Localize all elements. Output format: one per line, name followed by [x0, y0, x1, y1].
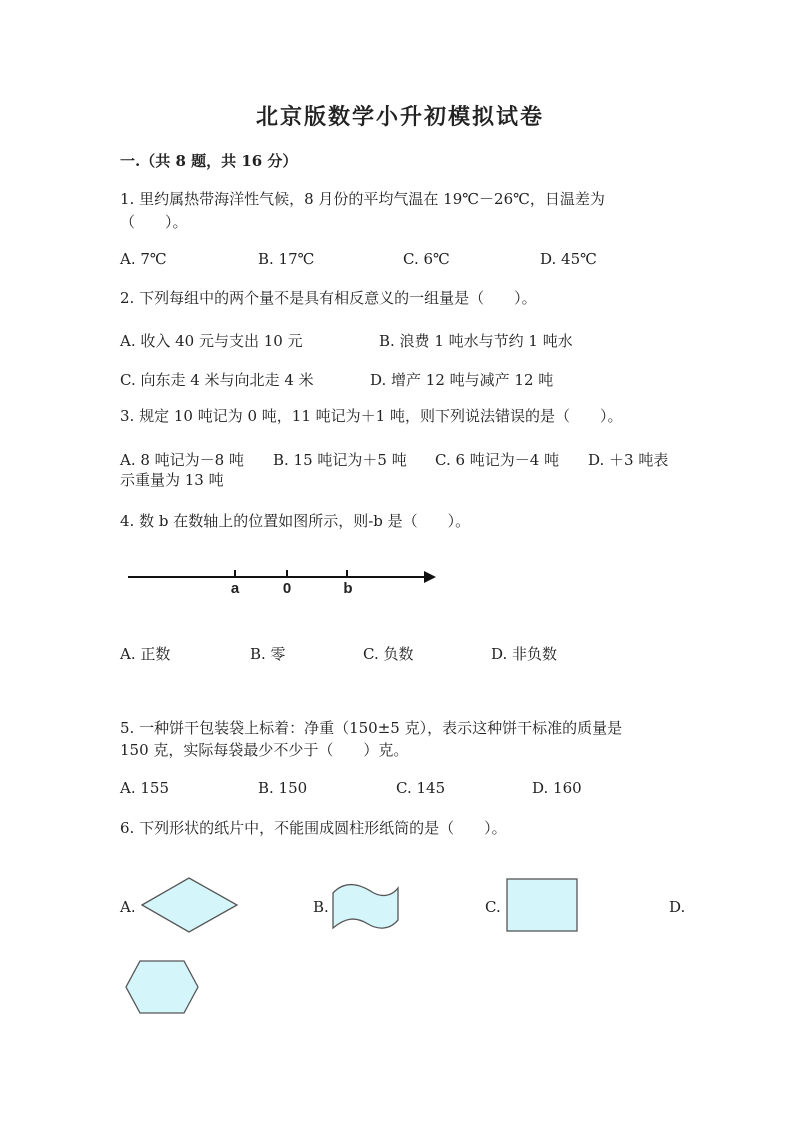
rectangle-icon — [507, 879, 577, 931]
question-4-stem: 4. 数 b 在数轴上的位置如图所示，则-b 是（ ）。 — [120, 512, 471, 530]
question-4-option-b[interactable]: B. 零 — [250, 645, 286, 663]
label-0: 0 — [282, 580, 292, 597]
question-2-option-d[interactable]: D. 增产 12 吨与减产 12 吨 — [370, 371, 554, 389]
question-5-option-a[interactable]: A. 155 — [120, 779, 169, 797]
question-5-option-c[interactable]: C. 145 — [396, 779, 446, 797]
wavy-rectangle-icon — [333, 885, 398, 929]
question-6-stem: 6. 下列形状的纸片中，不能围成圆柱形纸筒的是（ ）。 — [120, 819, 507, 837]
question-1-stem-line-2: （ ）。 — [120, 213, 188, 231]
question-2-option-b[interactable]: B. 浪费 1 吨水与节约 1 吨水 — [379, 332, 573, 350]
question-5-option-b[interactable]: B. 150 — [258, 779, 308, 797]
page-title: 北京版数学小升初模拟试卷 — [255, 104, 544, 130]
question-5-stem-line-2: 150 克，实际每袋最少不少于（ ）克。 — [120, 741, 409, 759]
question-3-option-b[interactable]: B. 15 吨记为＋5 吨 — [273, 451, 407, 469]
question-3-option-d-continued: 示重量为 13 吨 — [120, 471, 224, 489]
question-1-option-b[interactable]: B. 17℃ — [258, 250, 315, 268]
section-header: 一.（共 8 题，共 16 分） — [120, 152, 298, 170]
label-a: a — [230, 580, 240, 597]
question-1-option-c[interactable]: C. 6℃ — [403, 250, 450, 268]
question-5-option-d[interactable]: D. 160 — [532, 779, 582, 797]
question-4-option-c[interactable]: C. 负数 — [363, 645, 414, 663]
question-6-option-b[interactable]: B. — [313, 898, 329, 916]
label-b: b — [343, 580, 353, 597]
question-3-option-c[interactable]: C. 6 吨记为－4 吨 — [435, 451, 560, 469]
question-2-option-c[interactable]: C. 向东走 4 米与向北走 4 米 — [120, 371, 314, 389]
question-4-option-d[interactable]: D. 非负数 — [491, 645, 558, 663]
question-1-stem-line-1: 1. 里约属热带海洋性气候，8 月份的平均气温在 19℃－26℃，日温差为 — [120, 190, 605, 208]
question-4-option-a[interactable]: A. 正数 — [120, 645, 171, 663]
question-5-stem-line-1: 5. 一种饼干包装袋上标着：净重（150±5 克），表示这种饼干标准的质量是 — [120, 719, 623, 737]
question-3-option-a[interactable]: A. 8 吨记为－8 吨 — [120, 451, 244, 469]
question-3-stem: 3. 规定 10 吨记为 0 吨，11 吨记为＋1 吨，则下列说法错误的是（ ）。 — [120, 407, 623, 425]
question-3-option-d[interactable]: D. ＋3 吨表 — [588, 451, 669, 469]
question-1-option-d[interactable]: D. 45℃ — [540, 250, 597, 268]
question-6-option-a[interactable]: A. — [120, 898, 136, 916]
question-2-stem: 2. 下列每组中的两个量不是具有相反意义的一组量是（ ）。 — [120, 289, 537, 307]
question-1-option-a[interactable]: A. 7℃ — [120, 250, 167, 268]
question-6-option-c[interactable]: C. — [485, 898, 501, 916]
hexagon-icon — [126, 961, 198, 1013]
question-6-option-d[interactable]: D. — [669, 898, 686, 916]
rhombus-icon — [142, 878, 237, 932]
question-2-option-a[interactable]: A. 收入 40 元与支出 10 元 — [120, 332, 303, 350]
